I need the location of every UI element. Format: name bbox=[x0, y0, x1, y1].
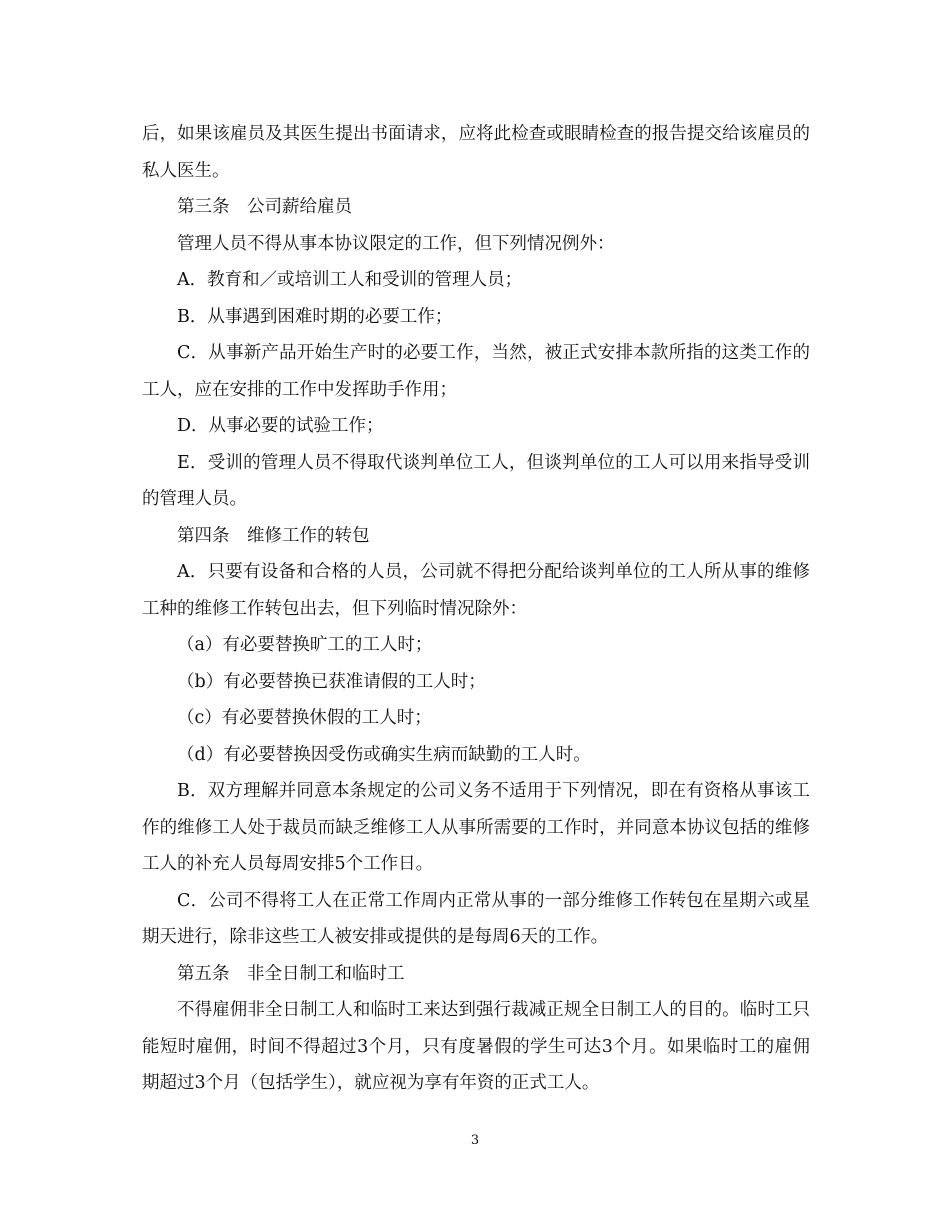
article-4-subitem-d: （d）有必要替换因受伤或确实生病而缺勤的工人时。 bbox=[177, 744, 591, 765]
article-4-subitem-b: （b）有必要替换已获准请假的工人时； bbox=[177, 671, 486, 692]
page-number: 3 bbox=[470, 1133, 480, 1148]
article-3-heading: 第三条 公司薪给雇员 bbox=[177, 197, 352, 217]
article-3-intro: 管理人员不得从事本协议限定的工作，但下列情况例外： bbox=[177, 233, 615, 254]
article-4-subitem-c: （c）有必要替换休假的工人时； bbox=[177, 708, 432, 728]
article-5-body: 不得雇佣非全日制工人和临时工来达到强行裁减正规全日制工人的目的。临时工只能短时雇佣，时间不得超过3个月，只有度暑假的学生可达3个月。如果临时工的雇佣期超过3个月（包括学生），就应视为享有年资的正式工人。 bbox=[142, 1000, 810, 1093]
article-4-heading: 第四条 维修工作的转包 bbox=[177, 525, 370, 546]
article-3-item-a: A．教育和／或培训工人和受训的管理人员； bbox=[177, 270, 523, 290]
article-4-item-b: B．双方理解并同意本条规定的公司义务不适用于下列情况，即在有资格从事该工作的维修工人处于裁员而缺乏维修工人从事所需要的工作时，并同意本协议包括的维修工人的补充人员每周安排5个工作日。 bbox=[142, 781, 810, 874]
article-3-item-b: B．从事遇到困难时期的必要工作； bbox=[177, 306, 453, 327]
paragraph-continuation: 后，如果该雇员及其医生提出书面请求，应将此检查或眼睛检查的报告提交给该雇员的私人医生。 bbox=[142, 124, 810, 181]
article-3-item-e: E．受训的管理人员不得取代谈判单位工人，但谈判单位的工人可以用来指导受训的管理人员。 bbox=[142, 452, 810, 509]
article-4-item-a: A．只要有设备和合格的人员，公司就不得把分配给谈判单位的工人所从事的维修工种的维修工作转包出去，但下列临时情况除外： bbox=[142, 562, 810, 619]
article-3-item-c: C．从事新产品开始生产时的必要工作，当然，被正式安排本款所指的这类工作的工人，应在安排的工作中发挥助手作用； bbox=[142, 343, 810, 400]
article-5-heading: 第五条 非全日制工和临时工 bbox=[177, 963, 405, 984]
article-3-item-d: D．从事必要的试验工作； bbox=[177, 416, 384, 436]
document-body bbox=[142, 116, 810, 1102]
article-4-subitem-a: （a）有必要替换旷工的工人时； bbox=[177, 635, 433, 655]
article-4-item-c: C．公司不得将工人在正常工作周内正常从事的一部分维修工作转包在星期六或星期天进行，除非这些工人被安排或提供的是每周6天的工作。 bbox=[142, 890, 810, 947]
